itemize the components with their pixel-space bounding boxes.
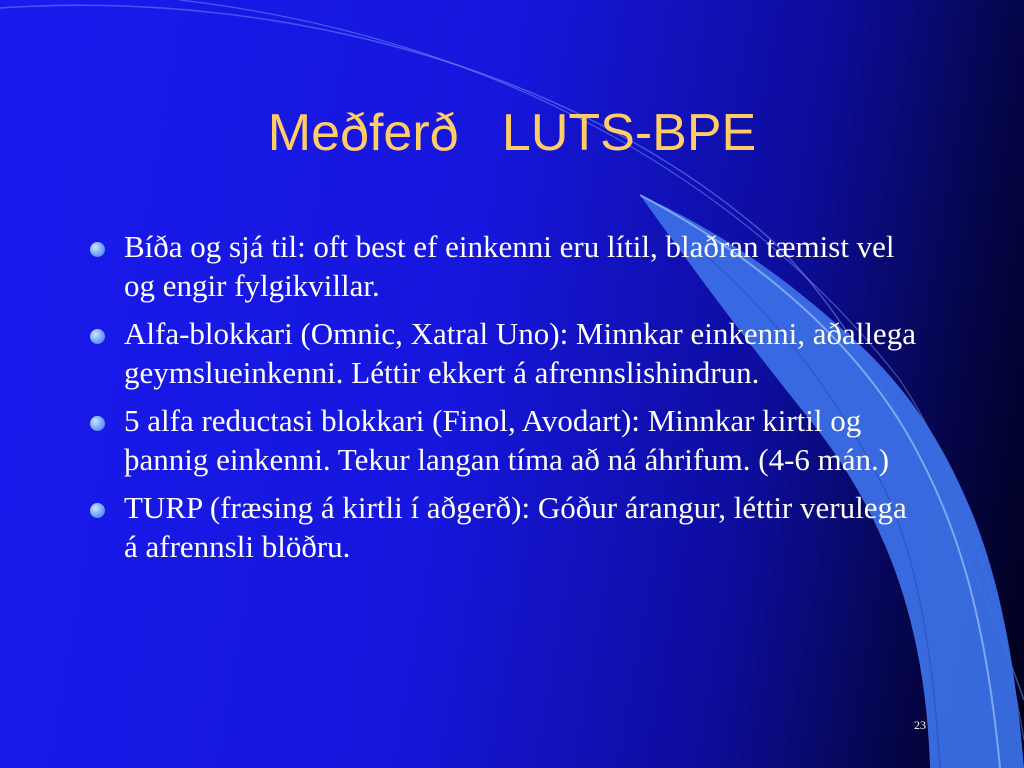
bullet-dot-icon [90, 503, 105, 518]
bullet-dot-icon [90, 242, 105, 257]
bullet-text: Alfa-blokkari (Omnic, Xatral Uno): Minnkar einkenni, aðallega geymslueinkenni. Léttir ekkert á afrennslishindrun. [124, 316, 916, 390]
bullet-dot-icon [90, 329, 105, 344]
bullet-item-turp [88, 488, 928, 566]
bullet-item-alpha-blocker [88, 314, 928, 392]
bullet-text: TURP (fræsing á kirtli í aðgerð): Góður árangur, léttir verulega á afrennsli blöðru. [124, 490, 907, 564]
bullet-item-wait-and-see [88, 227, 928, 305]
slide-number: 23 [914, 718, 926, 732]
slide-title: Meðferð LUTS-BPE [267, 104, 757, 162]
bullet-list [88, 227, 928, 575]
bullet-text: Bíða og sjá til: oft best ef einkenni eru lítil, blaðran tæmist vel og engir fylgikvillar. [124, 229, 895, 303]
bullet-text: 5 alfa reductasi blokkari (Finol, Avodart): Minnkar kirtil og þannig einkenni. Tekur langan tíma að ná áhrifum. (4-6 mán.) [124, 403, 890, 477]
bullet-item-5-alpha-reductase [88, 401, 928, 479]
bullet-dot-icon [90, 416, 105, 431]
